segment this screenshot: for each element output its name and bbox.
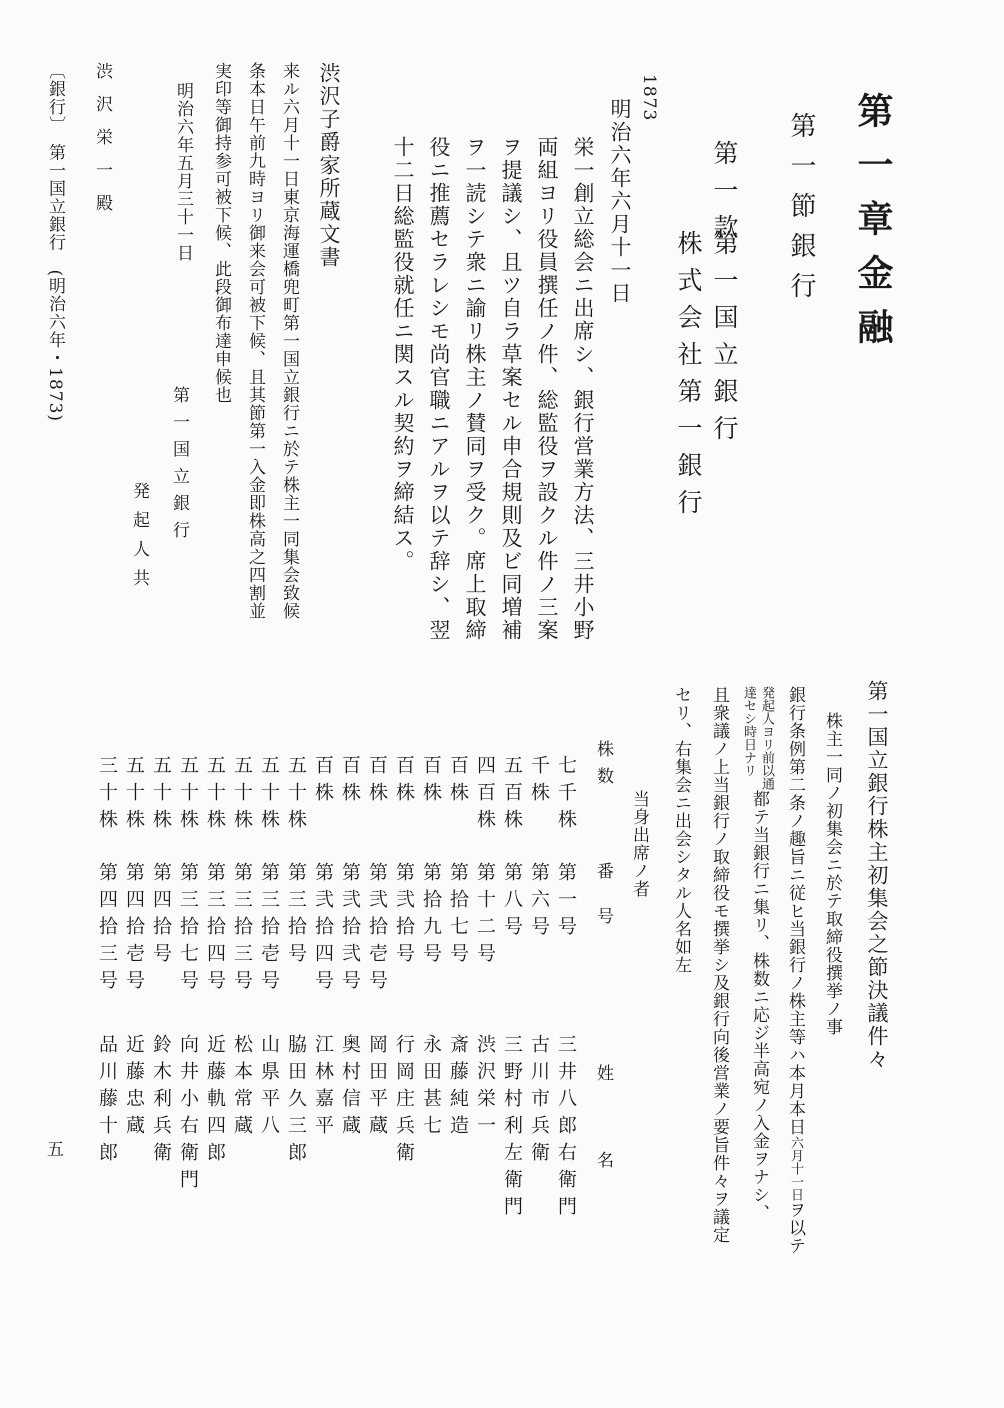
header-shares: 株数 [593, 740, 613, 794]
cell-name: 品川藤十郎 [96, 1034, 118, 1169]
cell-number: 第弐拾壱号 [366, 862, 388, 997]
cell-shares: 五百株 [501, 755, 523, 836]
letter-recipient: 渋沢栄一殿 [92, 62, 112, 227]
entry-line: 両組ヨリ役員撰任ノ件、総監役ヲ設クル件ノ三案 [535, 136, 559, 642]
cell-shares: 五十株 [285, 755, 307, 836]
resolution-note: 発起人ヨリ前以通 [759, 686, 774, 790]
resolution-subtitle: 株主一同ノ初集会ニ於テ取締役撰挙ノ事 [822, 712, 842, 1036]
entry-date: 明治六年六月十一日 [608, 98, 632, 305]
cell-name: 渋沢栄一 [474, 1034, 496, 1142]
cell-number: 第三拾四号 [204, 862, 226, 997]
cell-name: 鈴木利兵衛 [150, 1034, 172, 1169]
resolution-date-note: 六月十一日 [788, 1136, 803, 1201]
cell-name: 行岡庄兵衛 [393, 1034, 415, 1169]
entry-line: ヲ一読シテ衆ニ諭リ株主ノ賛同ヲ受ク。席上取締 [463, 136, 487, 642]
cell-number: 第弐拾四号 [312, 862, 334, 997]
cell-shares: 百株 [420, 755, 442, 809]
entry-line: ヲ提議シ、且ツ自ラ草案セル申合規則及ビ同増補 [499, 136, 523, 642]
cell-name: 江林嘉平 [312, 1034, 334, 1142]
cell-number: 第一号 [555, 862, 577, 943]
resolution-line1: 銀行条例第二条ノ趣旨ニ従ヒ当銀行ノ株主等ハ本月本日 [785, 686, 805, 1136]
cell-name: 三井八郎右衛門 [555, 1034, 577, 1223]
cell-number: 第三拾壱号 [258, 862, 280, 997]
resolution-note: 達セシ時日ナリ [741, 686, 756, 777]
cell-shares: 五十株 [231, 755, 253, 836]
cell-name: 近藤軌四郎 [204, 1034, 226, 1169]
year-marker: 1873 [639, 74, 659, 122]
cell-number: 第弐拾号 [393, 862, 415, 970]
letter-line: 来ル六月十一日東京海運橋兜町第一国立銀行ニ於テ株主一同集会致候 [279, 62, 299, 620]
cell-shares: 百株 [339, 755, 361, 809]
cell-shares: 百株 [447, 755, 469, 809]
resolution-line: 且衆議ノ上当銀行ノ取締役モ撰挙シ及銀行向後営業ノ要旨件々ヲ議定 [709, 686, 729, 1244]
cell-shares: 千株 [528, 755, 550, 809]
resolution-line: 都テ当銀行ニ集リ、株数ニ応ジ半高宛ノ入金ヲナシ、 [749, 790, 769, 1222]
cell-shares: 三十株 [96, 755, 118, 836]
cell-name: 近藤忠蔵 [123, 1034, 145, 1142]
footer-running-head: 〔銀行〕 第一国立銀行 (明治六年・1873) [45, 62, 65, 423]
cell-shares: 五十株 [258, 755, 280, 836]
source-label: 渋沢子爵家所蔵文書 [317, 62, 341, 269]
entry-line: 役ニ推薦セラレシモ尚官職ニアルヲ以テ辞シ、翌 [427, 136, 451, 642]
cell-shares: 五十株 [150, 755, 172, 836]
cell-name: 松本常蔵 [231, 1034, 253, 1142]
cell-shares: 五十株 [177, 755, 199, 836]
cell-name: 三野村利左衛門 [501, 1034, 523, 1223]
cell-number: 第四拾壱号 [123, 862, 145, 997]
cell-number: 第六号 [528, 862, 550, 943]
cell-shares: 百株 [312, 755, 334, 809]
subsection-title: 第一国立銀行 [710, 230, 739, 452]
resolution-line: セリ、右集会ニ出会シタル人名如左 [671, 686, 691, 974]
cell-number: 第三拾七号 [177, 862, 199, 997]
cell-name: 永田甚七 [420, 1034, 442, 1142]
cell-number: 第三拾三号 [231, 862, 253, 997]
section-title: 第一節銀行 [786, 112, 816, 312]
attendees-label: 当身出席ノ者 [629, 790, 649, 898]
cell-shares: 百株 [393, 755, 415, 809]
resolution-line1-end: ヲ以テ [785, 1201, 805, 1255]
letter-sender2: 発起人共 [129, 482, 149, 598]
cell-number: 第八号 [501, 862, 523, 943]
cell-number: 第四拾三号 [96, 862, 118, 997]
cell-name: 斎藤純造 [447, 1034, 469, 1142]
page-number: 五 [43, 1140, 63, 1158]
cell-name: 向井小右衛門 [177, 1034, 199, 1196]
cell-shares: 五十株 [123, 755, 145, 836]
cell-number: 第弐拾弐号 [339, 862, 361, 997]
cell-number: 第三拾号 [285, 862, 307, 970]
cell-shares: 五十株 [204, 755, 226, 836]
cell-name: 脇田久三郎 [285, 1034, 307, 1169]
letter-sender: 第一国立銀行 [169, 386, 189, 548]
cell-name: 奥村信蔵 [339, 1034, 361, 1142]
entry-line: 十二日総監役就任ニ関スル契約ヲ締結ス。 [391, 136, 415, 573]
subsection-label: 第一款 [710, 140, 739, 251]
cell-name: 山県平八 [258, 1034, 280, 1142]
subsection-subtitle: 株式会社第一銀行 [674, 230, 703, 526]
cell-shares: 七千株 [555, 755, 577, 836]
cell-number: 第拾九号 [420, 862, 442, 970]
letter-line: 条本日午前九時ヨリ御来会可被下候、且其節第一入金即株高之四割並 [245, 62, 265, 620]
chapter-title: 第一章金融 [852, 92, 894, 362]
cell-shares: 四百株 [474, 755, 496, 836]
letter-line: 実印等御持参可被下候、此段御布達申候也 [211, 62, 231, 404]
resolution-line [786, 686, 803, 1255]
header-number: 番号 [593, 862, 613, 952]
header-name: 姓名 [593, 1064, 613, 1238]
entry-line: 栄一創立総会ニ出席シ、銀行営業方法、三井小野 [571, 136, 595, 642]
cell-number: 第十二号 [474, 862, 496, 970]
cell-name: 岡田平蔵 [366, 1034, 388, 1142]
cell-shares: 百株 [366, 755, 388, 809]
resolution-title: 第一国立銀行株主初集会之節決議件々 [865, 680, 889, 1071]
cell-name: 古川市兵衛 [528, 1034, 550, 1169]
cell-number: 第拾七号 [447, 862, 469, 970]
letter-date: 明治六年五月三十一日 [173, 82, 193, 262]
cell-number: 第四拾号 [150, 862, 172, 970]
